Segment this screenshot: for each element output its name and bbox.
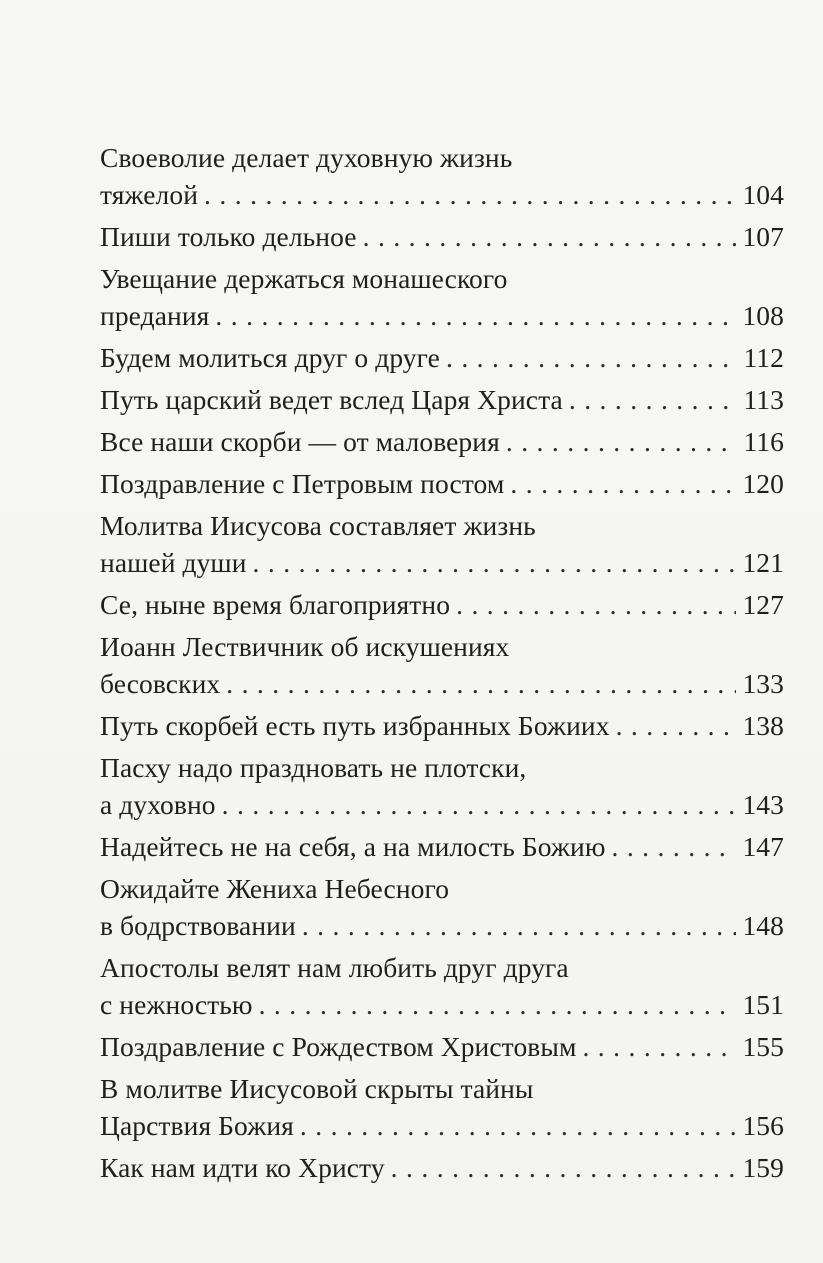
toc-page-number: 104: [742, 179, 784, 210]
dot-leader: [506, 423, 738, 460]
toc-page-number: 147: [742, 831, 784, 862]
dot-leader: [302, 907, 737, 944]
toc-entry-title-line: Ожидайте Жениха Небесного: [100, 873, 450, 904]
toc-entry-line: [100, 828, 784, 865]
dot-leader: [569, 381, 738, 418]
toc-page-number: 107: [742, 221, 784, 252]
toc-entry-line: [100, 465, 784, 502]
toc-page-number: 159: [742, 1152, 784, 1183]
toc-entry-title-line: в бодрствовании: [100, 910, 296, 941]
toc-entry-title-line: Будем молиться друг о друге: [100, 342, 440, 373]
dot-leader: [253, 544, 737, 581]
toc-page-number: 112: [743, 342, 784, 373]
toc-page-number: 127: [742, 589, 784, 620]
toc-entry-line: [100, 907, 784, 944]
toc-entry-title-line: бесовских: [100, 668, 221, 699]
toc-page-number: 121: [742, 547, 784, 578]
toc-entry-title-line: Путь царский ведет вслед Царя Христа: [100, 384, 563, 415]
toc-entry-title-line: предания: [100, 300, 210, 331]
dot-leader: [582, 1028, 736, 1065]
toc-page-number: 156: [742, 1110, 784, 1141]
toc-entry-line: [100, 786, 784, 823]
toc-entry-title-line: Поздравление с Петровым постом: [100, 468, 505, 499]
toc-entry-line: [100, 665, 784, 702]
toc-entry-title-line: В молитве Иисусовой скрыты тайны: [100, 1073, 534, 1104]
dot-leader: [204, 176, 736, 213]
toc-entry: [100, 828, 784, 865]
toc-page-number: 155: [742, 1031, 784, 1062]
toc-entry-title-line: Своеволие делает духовную жизнь: [100, 142, 513, 173]
toc-entry-title-line: а духовно: [100, 789, 216, 820]
toc-entry-line: [100, 297, 784, 334]
toc-entry-title-line: Царствия Божия: [100, 1110, 294, 1141]
dot-leader: [215, 297, 736, 334]
toc-entry: [100, 139, 784, 213]
toc-entry-title-line: Молитва Иисусова составляет жизнь: [100, 510, 536, 541]
toc-entry: [100, 339, 784, 376]
toc-entry: [100, 1028, 784, 1065]
toc-entry-title-line: Пасху надо праздновать не плотски,: [100, 752, 527, 783]
toc-page-number: 151: [742, 989, 784, 1020]
toc-page-number: 113: [743, 384, 784, 415]
toc-entry-line: [100, 586, 784, 623]
dot-leader: [300, 1107, 737, 1144]
toc-entry: [100, 423, 784, 460]
dot-leader: [510, 465, 736, 502]
toc-entry-line: [100, 381, 784, 418]
dot-leader: [456, 586, 736, 623]
toc-entry-title-line: Все наши скорби — от маловерия: [100, 426, 500, 457]
toc-entry: [100, 1149, 784, 1186]
toc-entry-line: [100, 423, 784, 460]
toc-page-number: 138: [742, 710, 784, 741]
dot-leader: [363, 218, 737, 255]
toc-entry: [100, 465, 784, 502]
toc-entry: [100, 218, 784, 255]
toc-entry: [100, 749, 784, 823]
toc-entry-title-line: тяжелой: [100, 179, 199, 210]
toc-page-number: 116: [743, 426, 784, 457]
toc-entry: [100, 707, 784, 744]
toc-entry-line: [100, 1107, 784, 1144]
toc-entry-title-line: Путь скорбей есть путь избранных Божиих: [100, 710, 610, 741]
toc-entry-title-line: Се, ныне время благоприятно: [100, 589, 451, 620]
toc-page-number: 133: [742, 668, 784, 699]
toc-entry-line: [100, 176, 784, 213]
dot-leader: [611, 828, 736, 865]
dot-leader: [616, 707, 737, 744]
toc-entry: [100, 260, 784, 334]
dot-leader: [446, 339, 737, 376]
toc-page-number: 120: [742, 468, 784, 499]
toc-entry-line: [100, 1149, 784, 1186]
toc-entry-title-line: Иоанн Лествичник об искушениях: [100, 631, 510, 662]
toc-entry: [100, 1070, 784, 1144]
toc-page-number: 108: [742, 300, 784, 331]
toc-entry-title-line: Поздравление с Рождеством Христовым: [100, 1031, 577, 1062]
toc-entry-line: [100, 1028, 784, 1065]
table-of-contents: [100, 139, 784, 1191]
toc-entry: [100, 628, 784, 702]
dot-leader: [226, 665, 736, 702]
toc-entry-line: [100, 707, 784, 744]
toc-entry-line: [100, 339, 784, 376]
dot-leader: [259, 986, 737, 1023]
toc-entry-line: [100, 544, 784, 581]
toc-entry: [100, 507, 784, 581]
toc-page-number: 148: [742, 910, 784, 941]
toc-entry-title-line: нашей души: [100, 547, 247, 578]
toc-entry-title-line: Надейтесь не на себя, а на милость Божию: [100, 831, 606, 862]
toc-entry-title-line: Апостолы велят нам любить друг друга: [100, 952, 569, 983]
toc-entry: [100, 870, 784, 944]
toc-entry: [100, 586, 784, 623]
toc-entry: [100, 949, 784, 1023]
toc-entry-title-line: с нежностью: [100, 989, 253, 1020]
dot-leader: [391, 1149, 737, 1186]
toc-entry-line: [100, 218, 784, 255]
dot-leader: [222, 786, 737, 823]
toc-entry: [100, 381, 784, 418]
toc-entry-title-line: Как нам идти ко Христу: [100, 1152, 385, 1183]
toc-entry-title-line: Увещание держаться монашеского: [100, 263, 508, 294]
toc-entry-title-line: Пиши только дельное: [100, 221, 357, 252]
toc-page-number: 143: [742, 789, 784, 820]
toc-entry-line: [100, 986, 784, 1023]
